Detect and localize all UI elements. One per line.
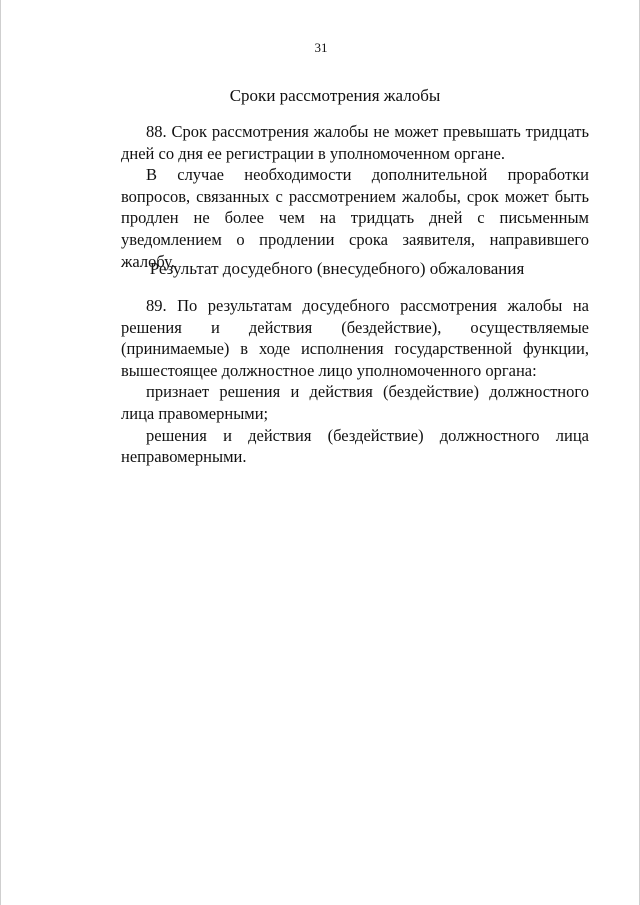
paragraph-unlawful: решения и действия (бездействие) должностного лица неправомерными.: [121, 425, 589, 467]
section-heading-appeal-result: Результат досудебного (внесудебного) обжалования: [149, 259, 525, 278]
page-number: 31: [314, 40, 328, 55]
paragraph-88: 88. Срок рассмотрения жалобы не может превышать тридцать дней со дня ее регистрации в уполномоченном органе.: [121, 122, 589, 163]
paragraph-89: 89. По результатам досудебного рассмотрения жалобы на решения и действия (бездействие), осуществляемые (принимаемые) в ходе исполнения государственной функции, вышестоящее должностное лицо уполномоченного органа:: [121, 296, 589, 380]
section-body-appeal-result: [121, 295, 589, 468]
section-heading-review-terms: Сроки рассмотрения жалобы: [229, 86, 441, 105]
paragraph-extension: В случае необходимости дополнительной проработки вопросов, связанных с рассмотрением жалобы, срок может быть продлен не более чем на тридцать дней с письменным уведомлением о продлении срока заявителя, направившего жалобу.: [121, 165, 589, 271]
paragraph-lawful: признает решения и действия (бездействие) должностного лица правомерными;: [121, 382, 589, 423]
section-body-review-terms: [121, 121, 589, 272]
